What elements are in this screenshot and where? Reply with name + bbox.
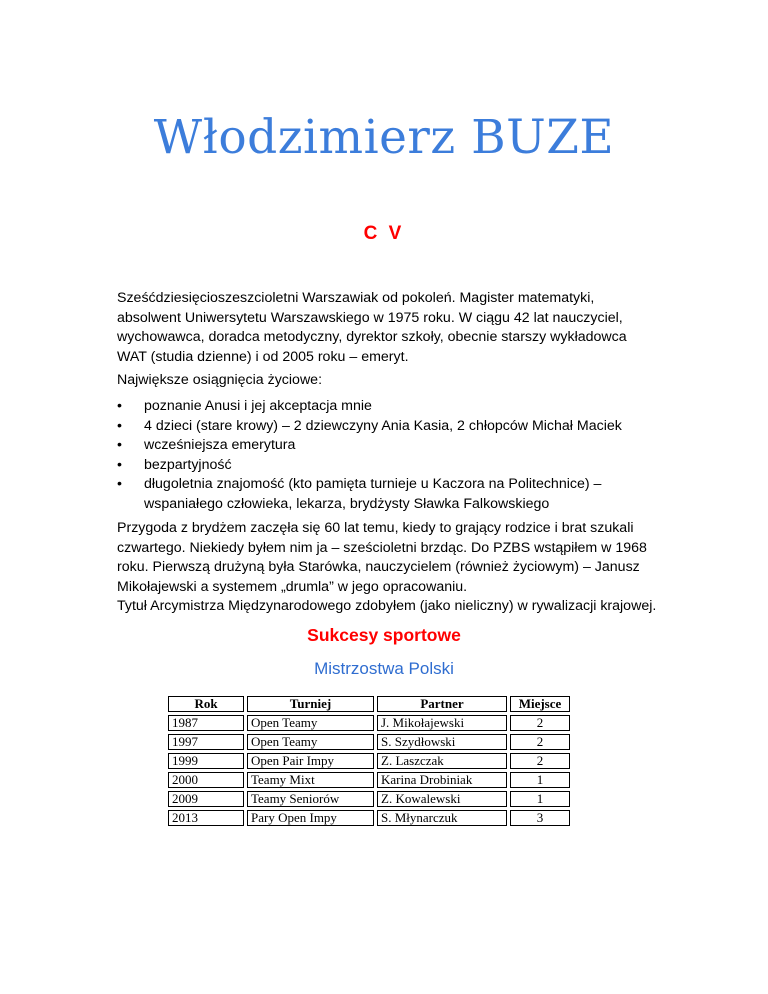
table-row [168, 791, 570, 807]
partner-cell: Karina Drobiniak [377, 772, 507, 788]
bullet-icon: • [117, 417, 122, 434]
bullet-icon: • [117, 437, 122, 453]
column-header: Partner [377, 696, 507, 712]
tournament-cell: Teamy Mixt [247, 772, 374, 788]
place-cell: 2 [510, 753, 570, 769]
achievements-intro: Największe osiągnięcia życiowe: [117, 372, 323, 388]
achievement-text: bezpartyjność [144, 456, 232, 473]
year-cell: 1999 [168, 753, 244, 769]
place-cell: 1 [510, 772, 570, 788]
tournament-cell: Pary Open Impy [247, 810, 374, 826]
partner-cell: S. Szydłowski [377, 734, 507, 750]
place-cell: 2 [510, 715, 570, 731]
bridge-story-paragraph: Przygoda z brydżem zaczęła się 60 lat temu, kiedy to grający rodzice i brat szukali czwartego. Niekiedy byłem nim ja – sześcioletni brzdąc. Do PZBS wstąpiłem w 1968 roku. Pierwszą drużyną była Starówka, nauczycielem (również życiowym) – Janusz Mikołajewski a systemem „drumla” w jego opracowaniu. [117, 520, 647, 595]
page-title: Włodzimierz BUZE [153, 110, 615, 165]
partner-cell: S. Młynarczuk [377, 810, 507, 826]
bullet-icon: • [117, 456, 122, 473]
year-cell: 2000 [168, 772, 244, 788]
cv-heading: C V [363, 223, 405, 244]
achievement-text: poznanie Anusi i jej akceptacja mnie [144, 398, 372, 414]
column-header: Rok [168, 696, 244, 712]
bullet-icon: • [117, 476, 122, 492]
year-cell: 2013 [168, 810, 244, 826]
list-item [117, 475, 677, 514]
year-cell: 2009 [168, 791, 244, 807]
column-header: Turniej [247, 696, 374, 712]
place-cell: 3 [510, 810, 570, 826]
intro-paragraph: Sześćdziesięcioszeszcioletni Warszawiak od pokoleń. Magister matematyki, absolwent Uniwersytetu Warszawskiego w 1975 roku. W ciągu 42 lat nauczyciel, wychowawca, doradca metodyczny, dyrektor szkoły, obecnie starszy wykładowca WAT (studia dzienne) i od 2005 roku – emeryt. [117, 290, 627, 365]
achievement-text: 4 dzieci (stare krowy) – 2 dziewczyny Ania Kasia, 2 chłopców Michał Maciek [144, 417, 622, 434]
subsection-heading: Mistrzostwa Polski [314, 659, 454, 678]
table-row [168, 715, 570, 731]
list-item [117, 436, 677, 456]
achievements-list [117, 397, 677, 514]
achievement-text: długoletnia znajomość (kto pamięta turnieje u Kaczora na Politechnice) – wspaniałego człowieka, lekarza, brydżysty Sławka Falkowskiego [144, 476, 602, 512]
partner-cell: J. Mikołajewski [377, 715, 507, 731]
table-row [168, 772, 570, 788]
table-row [168, 810, 570, 826]
list-item [117, 417, 677, 437]
place-cell: 2 [510, 734, 570, 750]
list-item [117, 456, 677, 476]
year-cell: 1987 [168, 715, 244, 731]
partner-cell: Z. Laszczak [377, 753, 507, 769]
title-note-paragraph: Tytuł Arcymistrza Międzynarodowego zdobyłem (jako nieliczny) w rywalizacji krajowej. [117, 598, 657, 614]
table-row [168, 734, 570, 750]
tournament-cell: Open Pair Impy [247, 753, 374, 769]
results-table [165, 693, 573, 829]
table-row [168, 753, 570, 769]
section-heading: Sukcesy sportowe [307, 625, 461, 645]
tournament-cell: Open Teamy [247, 715, 374, 731]
partner-cell: Z. Kowalewski [377, 791, 507, 807]
place-cell: 1 [510, 791, 570, 807]
table-header-row [168, 696, 570, 712]
list-item [117, 397, 677, 417]
bullet-icon: • [117, 398, 122, 414]
tournament-cell: Open Teamy [247, 734, 374, 750]
tournament-cell: Teamy Seniorów [247, 791, 374, 807]
achievement-text: wcześniejsza emerytura [144, 437, 296, 453]
year-cell: 1997 [168, 734, 244, 750]
column-header: Miejsce [510, 696, 570, 712]
